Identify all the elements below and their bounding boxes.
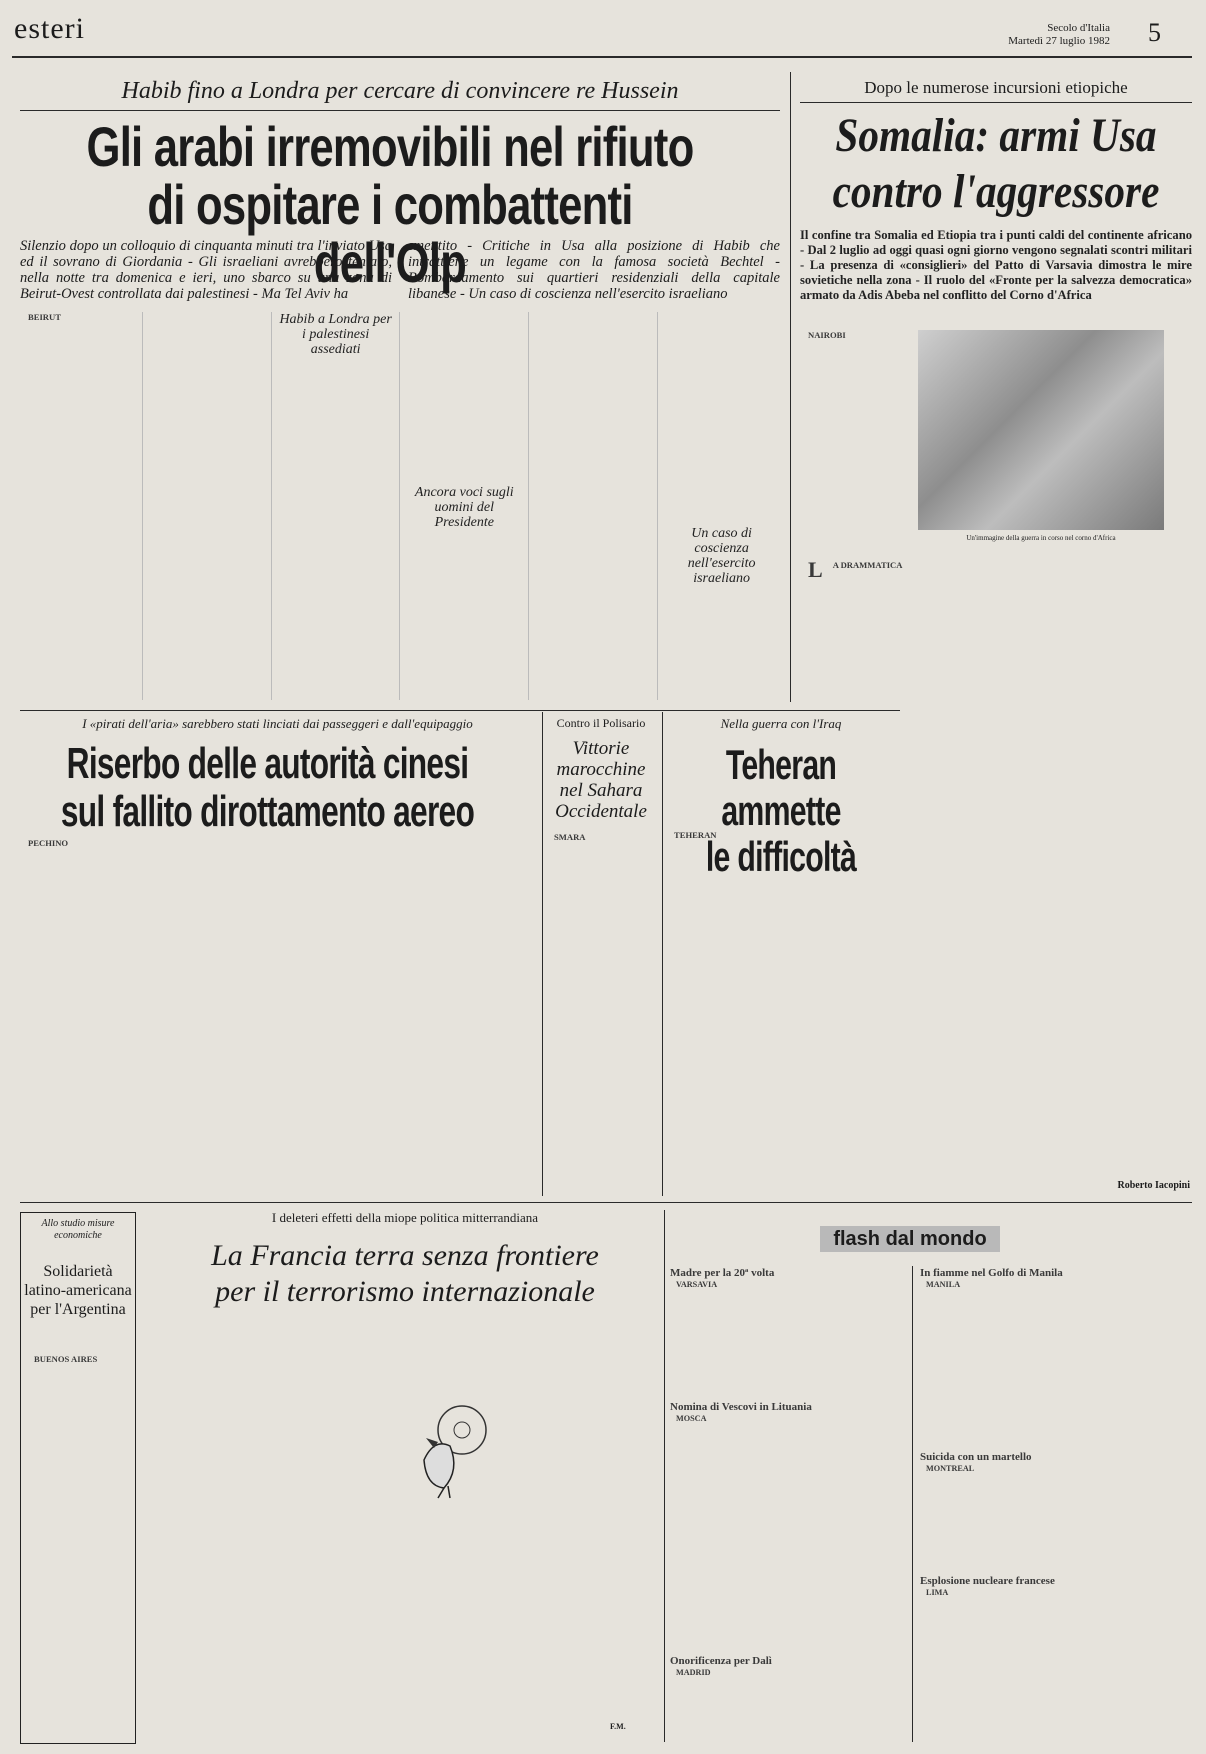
a6-headline: Solidarietà latino-americana per l'Argentina [24, 1263, 132, 1318]
a1-kicker: Habib fino a Londra per cercare di convincere re Hussein [121, 78, 679, 104]
a4-kicker: Contro il Polisario [556, 716, 646, 730]
a3-a4-rule [542, 712, 543, 1196]
masthead-info [930, 22, 1110, 48]
a1-subhead-3: Un caso di coscienza nell'esercito israeliano [687, 526, 756, 587]
a6-dateline: BUENOS AIRES [34, 1354, 98, 1364]
a2-headline-line2: contro l'aggressore [832, 165, 1160, 218]
a7-headline [150, 1238, 660, 1310]
paper-name: Secolo d'Italia [1047, 22, 1110, 34]
a7-kicker: I deleteri effetti della miope politica mitterrandiana [271, 1210, 539, 1225]
a1-kicker-rule [20, 110, 780, 111]
a2-kicker: Dopo le numerose incursioni etiopiche [864, 78, 1128, 97]
flash-item-title: Suicida con un martello [920, 1451, 1032, 1463]
flash-item-dateline: VARSAVIA [676, 1280, 718, 1289]
a4-headline: Vittorie marocchine nel Sahara Occidentale [555, 738, 647, 822]
a1-body [20, 312, 780, 700]
a7-headline-line1: La Francia terra senza frontiere [211, 1239, 599, 1272]
flash-item-dateline: MOSCA [676, 1414, 707, 1423]
page-number: 5 [1148, 18, 1161, 47]
war-photo [918, 330, 1164, 530]
a2-intro [800, 330, 912, 516]
a7-body-bottom [150, 1522, 660, 1738]
flash-item-title: Madre per la 20ª volta [670, 1267, 775, 1279]
issue-date: Martedì 27 luglio 1982 [1008, 35, 1110, 47]
a1-dateline: BEIRUT [28, 312, 61, 322]
a5-kicker: Nella guerra con l'Iraq [720, 716, 842, 731]
a5-body [666, 830, 896, 1194]
a1-deck-left: Silenzio dopo un colloquio di cinquanta minuti tra l'inviato Usa ed il sovrano di Giordania - Gli israeliani avrebbero tentato, nella notte tra domenica e ieri, uno sbarco su una zona di Beirut-Ovest controllata dai palestinesi - Ma Tel Aviv ha [20, 238, 392, 302]
header-rule [12, 56, 1192, 58]
flash-rule [664, 1210, 665, 1742]
a1-subhead-2: Ancora voci sugli uomini del Presidente [414, 484, 514, 530]
a1-deck-right: smentito - Critiche in Usa alla posizione di Habib che intrattiene un legame con la famosa società Bechtel - Bombardamento sui quartieri residenziali della capitale libanese - Un caso di coscienza nell'esercito israeliano [408, 238, 780, 302]
column-rule [790, 72, 791, 702]
flash-item-dateline: MADRID [676, 1668, 711, 1677]
a3-headline [60, 740, 474, 836]
a5-headline-line1: Teheran ammette [721, 741, 841, 834]
flash-col-left [670, 1268, 906, 1680]
a6-kicker: Allo studio misure economiche [41, 1218, 115, 1241]
flash-inner-rule [912, 1266, 913, 1742]
a1-headline-line2: di ospitare i combattenti dell'Olp [147, 173, 633, 294]
mid-rule [20, 710, 900, 711]
a5-headline-line2: le difficoltà [705, 833, 857, 880]
a3-headline-line2: sul fallito dirottamento aereo [60, 787, 475, 836]
a2-deck: Il confine tra Somalia ed Etiopia tra i punti caldi del continente africano - Dal 2 luglio ad oggi quasi ogni giorno vengono segnalati scontri militari - La presenza di «consiglieri» del Patto di Varsavia dimostra le mire sovietiche nella zona - Il ruolo del «Fronte per la salvezza democratica» armato da Adis Abeba nel conflitto del Corno d'Africa [800, 228, 1192, 302]
bottom-rule [20, 1202, 1192, 1203]
section-title: esteri [14, 12, 85, 45]
a2-dateline: NAIROBI [808, 330, 846, 340]
flash-item-title: Nomina di Vescovi in Lituania [670, 1401, 812, 1413]
a4-a5-rule [662, 712, 663, 1196]
a2-dropcap: L [808, 560, 823, 582]
a2-headline [824, 108, 1168, 220]
flash-title: flash dal mondo [820, 1226, 1000, 1252]
a2-kicker-rule [800, 102, 1192, 103]
a4-dateline: SMARA [554, 832, 586, 842]
a2-headline-line1: Somalia: armi Usa [835, 109, 1157, 162]
a1-subhead-1: Habib a Londra per i palestinesi assediati [279, 312, 392, 357]
a7-headline-line2: per il terrorismo internazionale [215, 1275, 595, 1308]
a7-signature: F.M. [610, 1722, 626, 1731]
a6-body [26, 1354, 130, 1736]
rooster-illustration [404, 1390, 504, 1500]
a4-body [546, 832, 656, 1194]
a3-body [20, 838, 535, 1194]
flash-item-title: In fiamme nel Golfo di Manila [920, 1267, 1063, 1279]
flash-item-dateline: LIMA [926, 1588, 949, 1597]
flash-item-title: Esplosione nucleare francese [920, 1575, 1055, 1587]
flash-item-dateline: MONTREAL [926, 1464, 975, 1473]
flash-col-right [920, 1268, 1190, 1600]
a1-headline-line1: Gli arabi irremovibili nel rifiuto [86, 115, 694, 178]
a2-author: Roberto Iacopini [1117, 1180, 1190, 1191]
a3-kicker: I «pirati dell'aria» sarebbero stati linciati dai passeggeri e dall'equipaggio [82, 716, 473, 731]
a5-dateline: TEHERAN [674, 830, 717, 840]
flash-item-dateline: MANILA [926, 1280, 961, 1289]
photo-caption: Un'immagine della guerra in corso nel corno d'Africa [966, 534, 1116, 542]
flash-item-title: Onorificenza per Dalì [670, 1655, 772, 1667]
a2-lead: A DRAMMATICA [832, 560, 903, 570]
a3-dateline: PECHINO [28, 838, 69, 848]
a3-headline-line1: Riserbo delle autorità cinesi [66, 739, 469, 788]
